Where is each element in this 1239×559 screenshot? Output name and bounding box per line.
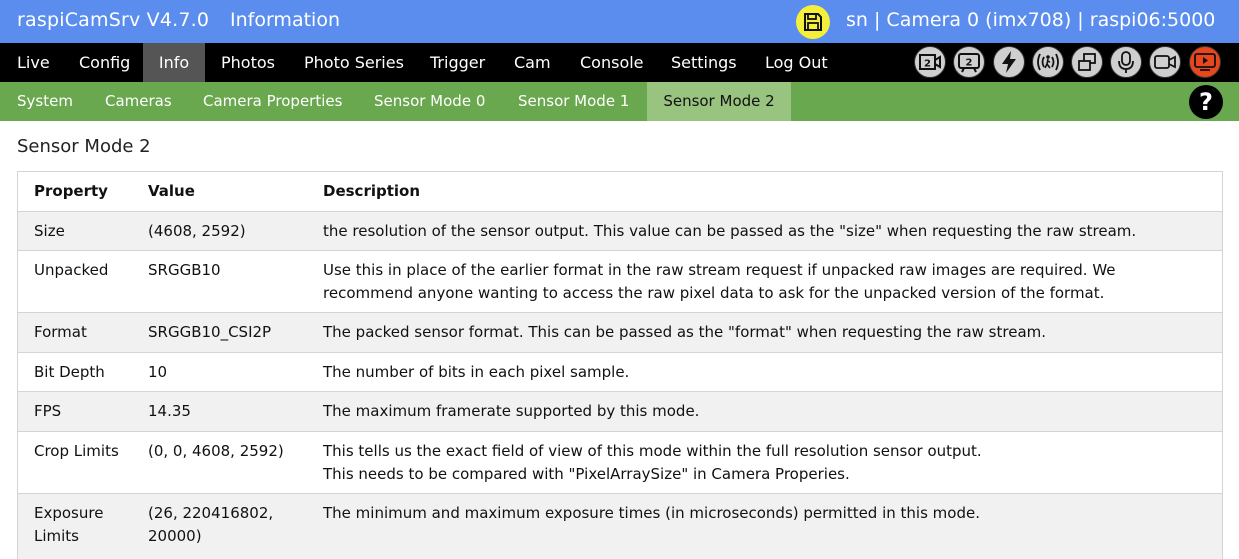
row-property: Crop Limits (34, 442, 119, 460)
row-description-line2: This needs to be compared with "PixelArraySize" in Camera Properies. (323, 465, 850, 483)
page-heading: Information (230, 9, 340, 31)
table-row (18, 494, 1222, 559)
sensor-mode-table (17, 171, 1223, 559)
nav-live[interactable]: Live (17, 53, 50, 72)
table-row (18, 353, 1222, 392)
header-property: Property (34, 182, 108, 200)
row-value: (0, 0, 4608, 2592) (148, 442, 284, 460)
cam2-photo-label: 2 (965, 57, 973, 69)
nav-cam[interactable]: Cam (514, 53, 551, 72)
info-subnav (0, 82, 1239, 121)
help-icon[interactable]: ? (1189, 85, 1223, 119)
row-property: FPS (34, 402, 62, 420)
row-value: SRGGB10 (148, 261, 221, 279)
row-description-line1: This tells us the exact field of view of this mode within the full resolution sensor output. (323, 442, 982, 460)
subnav-sensor-mode-0[interactable]: Sensor Mode 0 (374, 92, 486, 110)
camera-2-video-icon[interactable] (914, 46, 946, 78)
row-value: SRGGB10_CSI2P (148, 323, 272, 341)
row-description: The maximum framerate supported by this mode. (323, 402, 700, 420)
row-description-line2: recommend anyone wanting to access the raw pixel data to ask for the unpacked version of the format. (323, 284, 1105, 302)
row-description-line1: Use this in place of the earlier format in the raw stream request if unpacked raw images are required. We (323, 261, 1116, 279)
row-value-line1: (26, 220416802, (148, 504, 274, 522)
row-property-line2: Limits (34, 527, 79, 545)
app-title[interactable]: raspiCamSrv V4.7.0 (17, 9, 210, 31)
header-value: Value (148, 182, 195, 200)
flash-icon[interactable] (993, 46, 1025, 78)
motion-detect-icon[interactable] (1032, 46, 1064, 78)
multi-window-icon[interactable] (1071, 46, 1103, 78)
video-camera-icon[interactable] (1149, 46, 1181, 78)
nav-settings[interactable]: Settings (671, 53, 737, 72)
camera-status: sn | Camera 0 (imx708) | raspi06:5000 (846, 9, 1216, 31)
row-description: The number of bits in each pixel sample. (323, 363, 630, 381)
microphone-icon[interactable] (1110, 46, 1142, 78)
app-header (0, 0, 1239, 43)
table-row (18, 212, 1222, 251)
table-row (18, 313, 1222, 353)
row-property: Size (34, 222, 65, 240)
row-value: 14.35 (148, 402, 191, 420)
nav-console[interactable]: Console (580, 53, 644, 72)
nav-photos[interactable]: Photos (221, 53, 275, 72)
save-config-button[interactable] (796, 5, 830, 39)
subnav-system[interactable]: System (17, 92, 73, 110)
table-row (18, 392, 1222, 432)
table-header-row (18, 172, 1222, 212)
nav-logout[interactable]: Log Out (765, 53, 828, 72)
header-description: Description (323, 182, 421, 200)
row-value-line2: 20000) (148, 527, 202, 545)
nav-photo-series[interactable]: Photo Series (304, 53, 404, 72)
subnav-sensor-mode-1[interactable]: Sensor Mode 1 (518, 92, 630, 110)
subnav-sensor-mode-2[interactable]: Sensor Mode 2 (647, 82, 791, 121)
subnav-cameras[interactable]: Cameras (105, 92, 172, 110)
stream-icon[interactable] (1189, 46, 1221, 78)
row-description: The minimum and maximum exposure times (in microseconds) permitted in this mode. (323, 504, 980, 522)
row-property-line1: Exposure (34, 504, 104, 522)
row-property: Format (34, 323, 87, 341)
nav-config[interactable]: Config (79, 53, 131, 72)
nav-trigger[interactable]: Trigger (430, 53, 486, 72)
row-description: The packed sensor format. This can be passed as the "format" when requesting the raw stream. (323, 323, 1047, 341)
table-row (18, 432, 1222, 494)
row-description: the resolution of the sensor output. This value can be passed as the "size" when requesting the raw stream. (323, 222, 1137, 240)
row-value: (4608, 2592) (148, 222, 246, 240)
save-icon (803, 12, 823, 32)
camera-2-photo-icon[interactable] (953, 46, 985, 78)
nav-info[interactable]: Info (143, 43, 205, 82)
cam2-video-label: 2 (924, 58, 931, 70)
subnav-camera-properties[interactable]: Camera Properties (203, 92, 343, 110)
row-property: Bit Depth (34, 363, 105, 381)
section-title: Sensor Mode 2 (17, 136, 151, 157)
row-property: Unpacked (34, 261, 109, 279)
table-row (18, 251, 1222, 313)
row-value: 10 (148, 363, 168, 381)
